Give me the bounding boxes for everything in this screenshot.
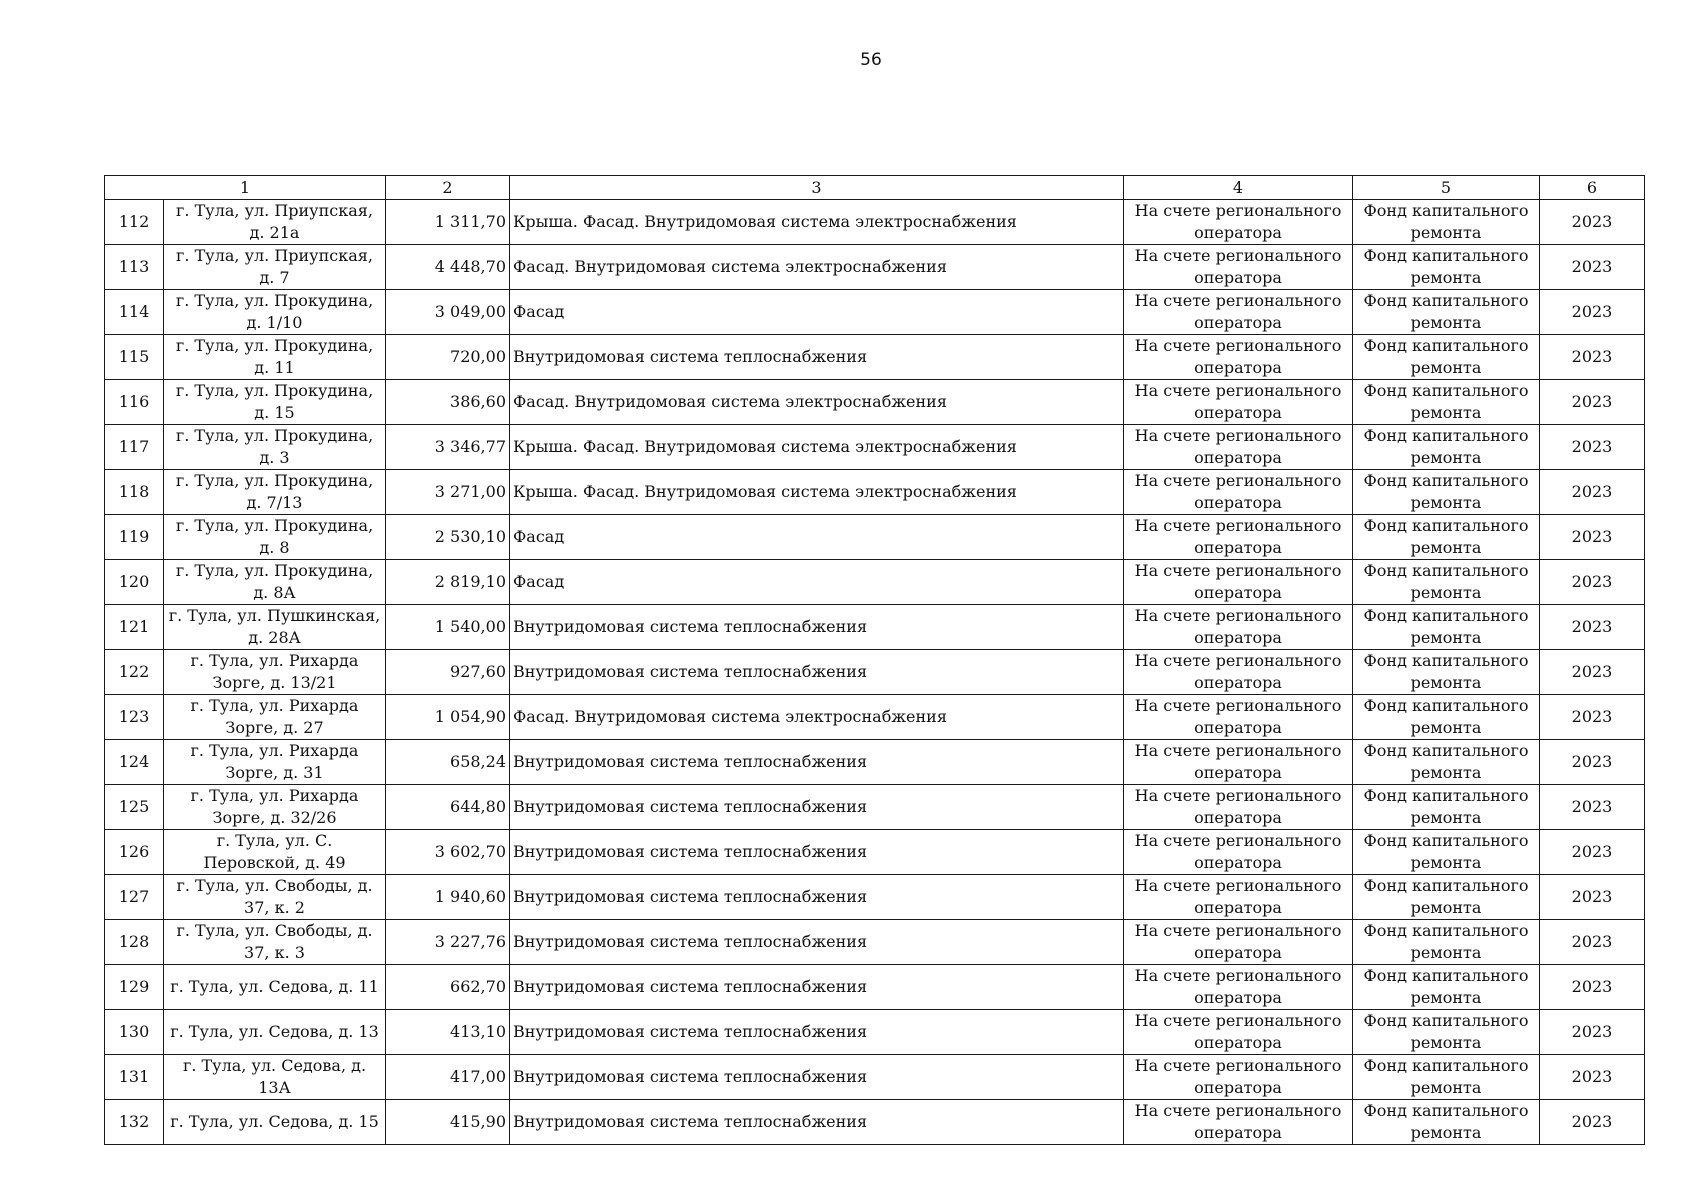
account-cell: На счете регионального оператора	[1124, 1100, 1353, 1145]
works-cell: Крыша. Фасад. Внутридомовая система электроснабжения	[510, 200, 1124, 245]
year-cell: 2023	[1540, 875, 1645, 920]
account-cell: На счете регионального оператора	[1124, 1055, 1353, 1100]
row-number-cell: 126	[105, 830, 164, 875]
address-cell: г. Тула, ул. Седова, д. 13	[164, 1010, 386, 1055]
account-cell: На счете регионального оператора	[1124, 920, 1353, 965]
address-cell: г. Тула, ул. Прокудина, д. 15	[164, 380, 386, 425]
funding-source-cell: Фонд капитального ремонта	[1353, 200, 1540, 245]
year-cell: 2023	[1540, 920, 1645, 965]
year-cell: 2023	[1540, 1100, 1645, 1145]
funding-source-cell: Фонд капитального ремонта	[1353, 470, 1540, 515]
year-cell: 2023	[1540, 830, 1645, 875]
account-cell: На счете регионального оператора	[1124, 380, 1353, 425]
address-cell: г. Тула, ул. Свободы, д. 37, к. 3	[164, 920, 386, 965]
funding-source-cell: Фонд капитального ремонта	[1353, 695, 1540, 740]
table-row	[105, 245, 1645, 290]
year-cell: 2023	[1540, 785, 1645, 830]
account-cell: На счете регионального оператора	[1124, 650, 1353, 695]
row-number-cell: 132	[105, 1100, 164, 1145]
year-cell: 2023	[1540, 965, 1645, 1010]
area-cell: 4 448,70	[386, 245, 510, 290]
works-cell: Крыша. Фасад. Внутридомовая система электроснабжения	[510, 425, 1124, 470]
address-cell: г. Тула, ул. Пушкинская, д. 28А	[164, 605, 386, 650]
year-cell: 2023	[1540, 290, 1645, 335]
account-cell: На счете регионального оператора	[1124, 605, 1353, 650]
address-cell: г. Тула, ул. Рихарда Зорге, д. 27	[164, 695, 386, 740]
address-cell: г. Тула, ул. Рихарда Зорге, д. 31	[164, 740, 386, 785]
year-cell: 2023	[1540, 470, 1645, 515]
year-cell: 2023	[1540, 335, 1645, 380]
row-number-cell: 131	[105, 1055, 164, 1100]
row-number-cell: 119	[105, 515, 164, 560]
row-number-cell: 112	[105, 200, 164, 245]
table-row	[105, 830, 1645, 875]
year-cell: 2023	[1540, 425, 1645, 470]
address-cell: г. Тула, ул. Прокудина, д. 11	[164, 335, 386, 380]
area-cell: 927,60	[386, 650, 510, 695]
page-number: 56	[860, 50, 882, 70]
account-cell: На счете регионального оператора	[1124, 335, 1353, 380]
header-col-4: 4	[1124, 176, 1353, 200]
header-col-2: 2	[386, 176, 510, 200]
area-cell: 3 227,76	[386, 920, 510, 965]
funding-source-cell: Фонд капитального ремонта	[1353, 515, 1540, 560]
area-cell: 3 271,00	[386, 470, 510, 515]
address-cell: г. Тула, ул. Прокудина, д. 1/10	[164, 290, 386, 335]
area-cell: 415,90	[386, 1100, 510, 1145]
area-cell: 658,24	[386, 740, 510, 785]
row-number-cell: 113	[105, 245, 164, 290]
area-cell: 720,00	[386, 335, 510, 380]
area-cell: 644,80	[386, 785, 510, 830]
address-cell: г. Тула, ул. Прокудина, д. 7/13	[164, 470, 386, 515]
works-cell: Фасад. Внутридомовая система электроснабжения	[510, 695, 1124, 740]
area-cell: 386,60	[386, 380, 510, 425]
area-cell: 417,00	[386, 1055, 510, 1100]
area-cell: 1 540,00	[386, 605, 510, 650]
table-row	[105, 425, 1645, 470]
works-cell: Внутридомовая система теплоснабжения	[510, 830, 1124, 875]
works-cell: Фасад. Внутридомовая система электроснабжения	[510, 245, 1124, 290]
funding-source-cell: Фонд капитального ремонта	[1353, 650, 1540, 695]
row-number-cell: 122	[105, 650, 164, 695]
account-cell: На счете регионального оператора	[1124, 470, 1353, 515]
funding-source-cell: Фонд капитального ремонта	[1353, 1010, 1540, 1055]
address-cell: г. Тула, ул. Седова, д. 13А	[164, 1055, 386, 1100]
account-cell: На счете регионального оператора	[1124, 875, 1353, 920]
row-number-cell: 127	[105, 875, 164, 920]
address-cell: г. Тула, ул. Прокудина, д. 8А	[164, 560, 386, 605]
works-cell: Внутридомовая система теплоснабжения	[510, 785, 1124, 830]
row-number-cell: 118	[105, 470, 164, 515]
table-row	[105, 200, 1645, 245]
table-row	[105, 1100, 1645, 1145]
area-cell: 2 819,10	[386, 560, 510, 605]
area-cell: 413,10	[386, 1010, 510, 1055]
area-cell: 662,70	[386, 965, 510, 1010]
year-cell: 2023	[1540, 650, 1645, 695]
works-cell: Крыша. Фасад. Внутридомовая система электроснабжения	[510, 470, 1124, 515]
works-cell: Фасад	[510, 515, 1124, 560]
year-cell: 2023	[1540, 245, 1645, 290]
row-number-cell: 124	[105, 740, 164, 785]
funding-source-cell: Фонд капитального ремонта	[1353, 1100, 1540, 1145]
table-row	[105, 515, 1645, 560]
row-number-cell: 128	[105, 920, 164, 965]
capital-repair-table	[104, 175, 1645, 1145]
address-cell: г. Тула, ул. Приупская, д. 21а	[164, 200, 386, 245]
funding-source-cell: Фонд капитального ремонта	[1353, 830, 1540, 875]
works-cell: Внутридомовая система теплоснабжения	[510, 335, 1124, 380]
table-row	[105, 965, 1645, 1010]
row-number-cell: 121	[105, 605, 164, 650]
account-cell: На счете регионального оператора	[1124, 290, 1353, 335]
funding-source-cell: Фонд капитального ремонта	[1353, 920, 1540, 965]
table-body	[105, 200, 1645, 1145]
table-row	[105, 785, 1645, 830]
header-col-6: 6	[1540, 176, 1645, 200]
address-cell: г. Тула, ул. Приупская, д. 7	[164, 245, 386, 290]
header-row	[105, 176, 1645, 200]
table-row	[105, 380, 1645, 425]
address-cell: г. Тула, ул. Рихарда Зорге, д. 13/21	[164, 650, 386, 695]
table-row	[105, 1055, 1645, 1100]
address-cell: г. Тула, ул. Свободы, д. 37, к. 2	[164, 875, 386, 920]
address-cell: г. Тула, ул. С. Перовской, д. 49	[164, 830, 386, 875]
table-header	[105, 176, 1645, 200]
year-cell: 2023	[1540, 1010, 1645, 1055]
account-cell: На счете регионального оператора	[1124, 965, 1353, 1010]
funding-source-cell: Фонд капитального ремонта	[1353, 875, 1540, 920]
table-row	[105, 920, 1645, 965]
funding-source-cell: Фонд капитального ремонта	[1353, 425, 1540, 470]
row-number-cell: 117	[105, 425, 164, 470]
header-col-5: 5	[1353, 176, 1540, 200]
row-number-cell: 125	[105, 785, 164, 830]
row-number-cell: 114	[105, 290, 164, 335]
address-cell: г. Тула, ул. Рихарда Зорге, д. 32/26	[164, 785, 386, 830]
account-cell: На счете регионального оператора	[1124, 830, 1353, 875]
year-cell: 2023	[1540, 380, 1645, 425]
account-cell: На счете регионального оператора	[1124, 785, 1353, 830]
account-cell: На счете регионального оператора	[1124, 515, 1353, 560]
works-cell: Фасад	[510, 290, 1124, 335]
account-cell: На счете регионального оператора	[1124, 425, 1353, 470]
row-number-cell: 129	[105, 965, 164, 1010]
year-cell: 2023	[1540, 515, 1645, 560]
row-number-cell: 123	[105, 695, 164, 740]
works-cell: Внутридомовая система теплоснабжения	[510, 605, 1124, 650]
works-cell: Внутридомовая система теплоснабжения	[510, 1010, 1124, 1055]
table-row	[105, 560, 1645, 605]
table-row	[105, 650, 1645, 695]
funding-source-cell: Фонд капитального ремонта	[1353, 380, 1540, 425]
table-row	[105, 740, 1645, 785]
area-cell: 1 054,90	[386, 695, 510, 740]
account-cell: На счете регионального оператора	[1124, 695, 1353, 740]
area-cell: 3 602,70	[386, 830, 510, 875]
works-cell: Внутридомовая система теплоснабжения	[510, 875, 1124, 920]
funding-source-cell: Фонд капитального ремонта	[1353, 740, 1540, 785]
row-number-cell: 120	[105, 560, 164, 605]
funding-source-cell: Фонд капитального ремонта	[1353, 785, 1540, 830]
table-row	[105, 605, 1645, 650]
table-row	[105, 1010, 1645, 1055]
table-row	[105, 695, 1645, 740]
works-cell: Внутридомовая система теплоснабжения	[510, 1100, 1124, 1145]
works-cell: Внутридомовая система теплоснабжения	[510, 650, 1124, 695]
year-cell: 2023	[1540, 740, 1645, 785]
works-cell: Внутридомовая система теплоснабжения	[510, 1055, 1124, 1100]
funding-source-cell: Фонд капитального ремонта	[1353, 290, 1540, 335]
works-cell: Внутридомовая система теплоснабжения	[510, 740, 1124, 785]
area-cell: 3 346,77	[386, 425, 510, 470]
header-col-3: 3	[510, 176, 1124, 200]
funding-source-cell: Фонд капитального ремонта	[1353, 245, 1540, 290]
funding-source-cell: Фонд капитального ремонта	[1353, 605, 1540, 650]
works-cell: Внутридомовая система теплоснабжения	[510, 920, 1124, 965]
table-row	[105, 290, 1645, 335]
year-cell: 2023	[1540, 605, 1645, 650]
header-col-1: 1	[105, 176, 386, 200]
account-cell: На счете регионального оператора	[1124, 245, 1353, 290]
works-cell: Фасад. Внутридомовая система электроснабжения	[510, 380, 1124, 425]
year-cell: 2023	[1540, 560, 1645, 605]
year-cell: 2023	[1540, 695, 1645, 740]
address-cell: г. Тула, ул. Прокудина, д. 3	[164, 425, 386, 470]
address-cell: г. Тула, ул. Седова, д. 15	[164, 1100, 386, 1145]
table-row	[105, 335, 1645, 380]
works-cell: Фасад	[510, 560, 1124, 605]
works-cell: Внутридомовая система теплоснабжения	[510, 965, 1124, 1010]
area-cell: 2 530,10	[386, 515, 510, 560]
address-cell: г. Тула, ул. Седова, д. 11	[164, 965, 386, 1010]
funding-source-cell: Фонд капитального ремонта	[1353, 560, 1540, 605]
account-cell: На счете регионального оператора	[1124, 560, 1353, 605]
area-cell: 1 311,70	[386, 200, 510, 245]
table-row	[105, 470, 1645, 515]
year-cell: 2023	[1540, 1055, 1645, 1100]
funding-source-cell: Фонд капитального ремонта	[1353, 965, 1540, 1010]
table-row	[105, 875, 1645, 920]
account-cell: На счете регионального оператора	[1124, 740, 1353, 785]
year-cell: 2023	[1540, 200, 1645, 245]
row-number-cell: 116	[105, 380, 164, 425]
area-cell: 3 049,00	[386, 290, 510, 335]
address-cell: г. Тула, ул. Прокудина, д. 8	[164, 515, 386, 560]
funding-source-cell: Фонд капитального ремонта	[1353, 335, 1540, 380]
account-cell: На счете регионального оператора	[1124, 1010, 1353, 1055]
funding-source-cell: Фонд капитального ремонта	[1353, 1055, 1540, 1100]
account-cell: На счете регионального оператора	[1124, 200, 1353, 245]
row-number-cell: 130	[105, 1010, 164, 1055]
row-number-cell: 115	[105, 335, 164, 380]
area-cell: 1 940,60	[386, 875, 510, 920]
